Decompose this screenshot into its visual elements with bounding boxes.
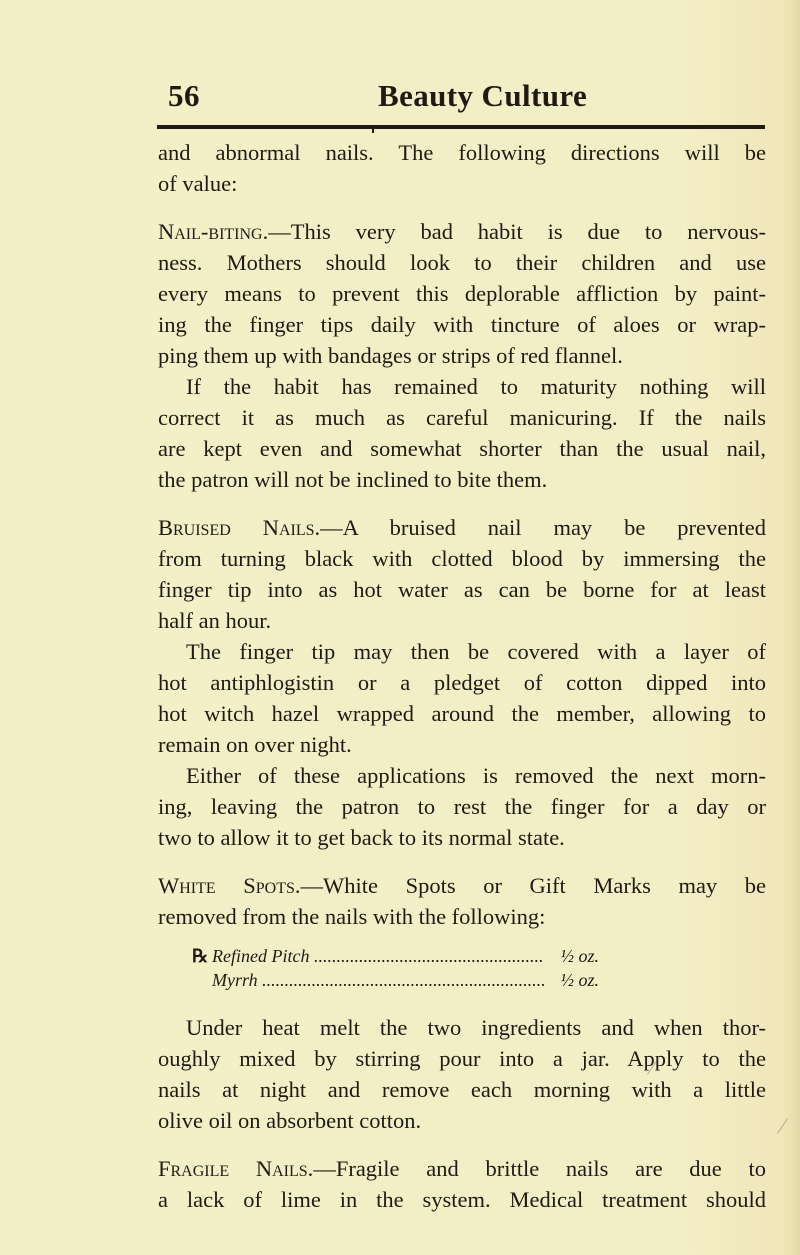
paragraph-fragile-nails — [158, 1153, 766, 1215]
header-rule-tick — [372, 125, 374, 133]
section-heading-white-spots: White Spots. — [158, 873, 301, 898]
paragraph-nail-biting — [158, 216, 766, 371]
text-fragment: —Fragile and brittle nails are due to — [313, 1156, 766, 1181]
text-line: Under heat melt the two ingredients and when thor- — [186, 1015, 766, 1040]
body-text — [158, 137, 766, 1215]
section-heading-nail-biting: Nail-biting. — [158, 219, 269, 244]
text-line: half an hour. — [158, 608, 272, 633]
text-line: from turning black with clotted blood by immersing the — [158, 546, 766, 571]
text-line: two to allow it to get back to its normal state. — [158, 825, 565, 850]
paragraph-intro — [158, 137, 766, 199]
prescription-symbol-icon: ℞ — [192, 946, 209, 966]
recipe-row — [158, 968, 766, 992]
text-line: hot antiphlogistin or a pledget of cotton dipped into — [158, 670, 766, 695]
text-line: olive oil on absorbent cotton. — [158, 1108, 422, 1133]
running-head: Beauty Culture — [378, 78, 588, 113]
section-heading-bruised-nails: Bruised Nails. — [158, 515, 321, 540]
recipe-ingredient: Refined Pitch ..... — [212, 944, 544, 968]
paragraph-applications — [158, 760, 766, 853]
text-line: and abnormal nails. The following directions will be — [158, 140, 766, 165]
text-line: hot witch hazel wrapped around the member, allowing to — [158, 701, 766, 726]
text-line: removed from the nails with the following: — [158, 904, 546, 929]
recipe-row — [158, 944, 766, 968]
page-edge-shadow — [782, 0, 800, 1255]
recipe-quantity: ½ oz. — [560, 970, 599, 990]
page-header — [168, 78, 628, 130]
text-line: Either of these applications is removed the next morn- — [186, 763, 766, 788]
header-rule — [157, 125, 765, 129]
text-line: oughly mixed by stirring pour into a jar. Apply to the — [158, 1046, 766, 1071]
text-line — [158, 1153, 766, 1184]
text-line: of value: — [158, 171, 238, 196]
text-line: ing, leaving the patron to rest the finger for a day or — [158, 794, 766, 819]
text-line: finger tip into as hot water as can be borne for at least — [158, 577, 766, 602]
text-line: If the habit has remained to maturity nothing will — [186, 374, 766, 399]
paragraph-maturity — [158, 371, 766, 495]
text-line: ing the finger tips daily with tincture of aloes or wrap- — [158, 312, 766, 337]
paragraph-white-spots — [158, 870, 766, 932]
text-line — [158, 870, 766, 901]
text-line: The finger tip may then be covered with a layer of — [186, 639, 766, 664]
recipe-quantity: ½ oz. — [560, 946, 599, 966]
text-line: the patron will not be inclined to bite them. — [158, 467, 548, 492]
paragraph-under-heat — [158, 1012, 766, 1136]
paragraph-bruised-nails — [158, 512, 766, 636]
text-line: a lack of lime in the system. Medical treatment should — [158, 1187, 766, 1212]
text-line: ness. Mothers should look to their children and use — [158, 250, 766, 275]
page-number: 56 — [168, 78, 200, 113]
paragraph-finger-tip — [158, 636, 766, 760]
text-line: are kept even and somewhat shorter than the usual nail, — [158, 436, 766, 461]
text-fragment: —This very bad habit is due to nervous- — [268, 219, 766, 244]
section-heading-fragile-nails: Fragile Nails. — [158, 1156, 314, 1181]
recipe-block — [158, 944, 766, 992]
text-line: ping them up with bandages or strips of red flannel. — [158, 343, 623, 368]
text-line — [158, 512, 766, 543]
text-line — [158, 216, 766, 247]
text-line: correct it as much as careful manicuring. If the nails — [158, 405, 766, 430]
text-line: every means to prevent this deplorable affliction by paint- — [158, 281, 766, 306]
text-fragment: —White Spots or Gift Marks may be — [300, 873, 766, 898]
text-fragment: —A bruised nail may be prevented — [320, 515, 766, 540]
recipe-ingredient: Myrrh ..... — [212, 968, 544, 992]
text-line: nails at night and remove each morning with a little — [158, 1077, 766, 1102]
text-line: remain on over night. — [158, 732, 352, 757]
